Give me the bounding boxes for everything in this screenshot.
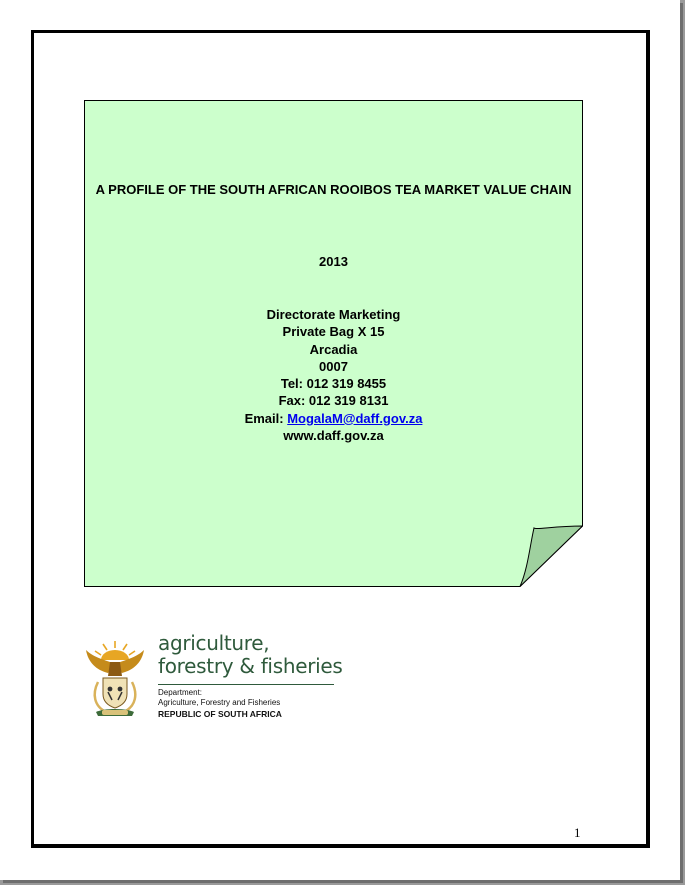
department-full-name: Agriculture, Forestry and Fisheries (158, 698, 281, 708)
cover-note (84, 100, 583, 587)
country-name: REPUBLIC OF SOUTH AFRICA (158, 708, 282, 719)
address-line-postal-code: 0007 (319, 358, 348, 374)
address-line-email (84, 410, 583, 427)
email-link[interactable]: MogalaM@daff.gov.za (287, 410, 423, 426)
wordmark-line-2: forestry & fisheries (158, 654, 343, 678)
document-title: A PROFILE OF THE SOUTH AFRICAN ROOIBOS TEA MARKET VALUE CHAIN (95, 182, 572, 197)
page-number: 1 (574, 825, 581, 840)
address-line-directorate: Directorate Marketing (266, 307, 401, 322)
department-logo (84, 631, 354, 726)
address-line-fax: Fax: 012 319 8131 (278, 393, 389, 409)
wordmark-line-1: agriculture, (158, 631, 270, 655)
department-details (158, 688, 282, 719)
department-label: Department: (158, 688, 203, 697)
department-name-wordmark (158, 632, 343, 678)
document-year: 2013 (319, 254, 348, 269)
address-line-website: www.daff.gov.za (283, 428, 384, 444)
address-line-suburb: Arcadia (309, 341, 358, 357)
wordmark-divider (158, 684, 334, 685)
email-label: Email: (244, 410, 288, 426)
address-line-tel: Tel: 012 319 8455 (280, 376, 387, 392)
contact-address (84, 306, 583, 444)
coat-of-arms-icon (84, 638, 146, 718)
address-line-private-bag: Private Bag X 15 (282, 324, 385, 340)
